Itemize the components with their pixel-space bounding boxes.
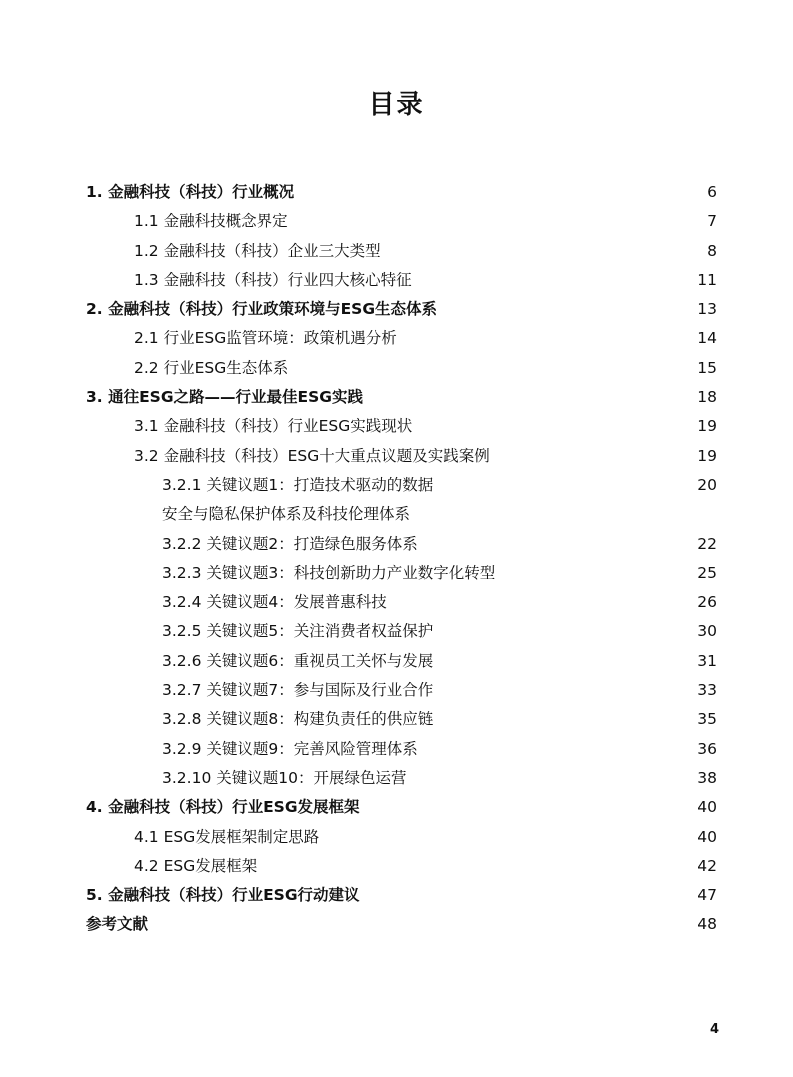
toc-entry-label: 3.2 金融科技（科技）ESG十大重点议题及实践案例 <box>134 446 490 465</box>
toc-entry-3-2-10[interactable] <box>0 764 793 793</box>
toc-entry-page: 38 <box>697 768 717 787</box>
toc-entry-label: 4. 金融科技（科技）行业ESG发展框架 <box>86 798 360 817</box>
toc-entry-page: 18 <box>697 388 717 407</box>
toc-entry-4-1[interactable] <box>0 823 793 852</box>
toc-entry-label: 3.2.6 关键议题6：重视员工关怀与发展 <box>162 651 434 670</box>
toc-entry-1[interactable] <box>0 178 793 207</box>
toc-entry-1-3[interactable] <box>0 266 793 295</box>
toc-entry-page: 14 <box>697 329 717 348</box>
toc-entry-label: 3.1 金融科技（科技）行业ESG实践现状 <box>134 417 413 436</box>
toc-entry-3-2-9[interactable] <box>0 735 793 764</box>
toc-entry-label: 参考文献 <box>86 915 149 934</box>
toc-entry-label: 3.2.7 关键议题7：参与国际及行业合作 <box>162 681 434 700</box>
toc-entry-label: 4.1 ESG发展框架制定思路 <box>134 827 320 846</box>
table-of-contents <box>0 178 793 940</box>
toc-entry-label: 1.2 金融科技（科技）企业三大类型 <box>134 241 381 260</box>
toc-entry-page: 25 <box>697 563 717 582</box>
toc-entry-2[interactable] <box>0 295 793 324</box>
toc-entry-page: 15 <box>697 358 717 377</box>
toc-entry-3-1[interactable] <box>0 412 793 441</box>
toc-entry-page: 7 <box>707 212 717 231</box>
toc-entry-2-2[interactable] <box>0 354 793 383</box>
toc-entry-3-2-8[interactable] <box>0 705 793 734</box>
toc-entry-label: 安全与隐私保护体系及科技伦理体系 <box>162 505 411 524</box>
toc-entry-label: 2. 金融科技（科技）行业政策环境与ESG生态体系 <box>86 300 438 319</box>
toc-entry-page: 11 <box>697 270 717 289</box>
toc-entry-label: 1.3 金融科技（科技）行业四大核心特征 <box>134 270 412 289</box>
toc-entry-1-1[interactable] <box>0 207 793 236</box>
toc-entry-label: 3.2.9 关键议题9：完善风险管理体系 <box>162 739 418 758</box>
toc-entry-label: 3. 通往ESG之路——行业最佳ESG实践 <box>86 388 364 407</box>
toc-entry-page: 33 <box>697 681 717 700</box>
toc-entry-page: 26 <box>697 593 717 612</box>
toc-entry-3[interactable] <box>0 383 793 412</box>
toc-entry-references[interactable] <box>0 910 793 939</box>
toc-entry-page: 6 <box>707 183 717 201</box>
toc-entry-page: 36 <box>697 739 717 758</box>
toc-entry-page: 13 <box>697 300 717 319</box>
toc-entry-label: 3.2.10 关键议题10：开展绿色运营 <box>162 768 407 787</box>
toc-entry-5[interactable] <box>0 881 793 910</box>
toc-entry-page: 40 <box>697 827 717 846</box>
toc-entry-3-2-5[interactable] <box>0 617 793 646</box>
toc-entry-3-2-2[interactable] <box>0 530 793 559</box>
toc-entry-page: 22 <box>697 534 717 553</box>
toc-entry-label: 3.2.1 关键议题1：打造技术驱动的数据 <box>162 475 434 494</box>
toc-entry-label: 2.1 行业ESG监管环境：政策机遇分析 <box>134 329 397 348</box>
toc-entry-label: 2.2 行业ESG生态体系 <box>134 358 289 377</box>
toc-entry-3-2[interactable] <box>0 442 793 471</box>
toc-entry-page: 47 <box>697 886 717 905</box>
toc-entry-page: 8 <box>707 241 717 260</box>
toc-entry-4-2[interactable] <box>0 852 793 881</box>
page-title: 目录 <box>368 90 425 120</box>
toc-entry-4[interactable] <box>0 793 793 822</box>
toc-entry-label: 1.1 金融科技概念界定 <box>134 212 288 231</box>
toc-entry-page: 19 <box>697 417 717 436</box>
toc-entry-3-2-3[interactable] <box>0 559 793 588</box>
toc-entry-3-2-1[interactable] <box>0 471 793 500</box>
toc-entry-page: 19 <box>697 446 717 465</box>
toc-entry-page: 48 <box>697 915 717 934</box>
toc-entry-label: 3.2.8 关键议题8：构建负责任的供应链 <box>162 710 434 729</box>
toc-entry-page: 30 <box>697 622 717 641</box>
toc-entry-label: 3.2.3 关键议题3：科技创新助力产业数字化转型 <box>162 563 496 582</box>
toc-entry-1-2[interactable] <box>0 237 793 266</box>
toc-entry-3-2-4[interactable] <box>0 588 793 617</box>
toc-entry-label: 1. 金融科技（科技）行业概况 <box>86 183 295 201</box>
toc-entry-2-1[interactable] <box>0 324 793 353</box>
page-number: 4 <box>709 1022 719 1037</box>
toc-entry-label: 5. 金融科技（科技）行业ESG行动建议 <box>86 886 360 905</box>
toc-entry-label: 4.2 ESG发展框架 <box>134 856 258 875</box>
toc-entry-page: 40 <box>697 798 717 817</box>
toc-entry-label: 3.2.5 关键议题5：关注消费者权益保护 <box>162 622 434 641</box>
toc-entry-page: 35 <box>697 710 717 729</box>
toc-entry-label: 3.2.2 关键议题2：打造绿色服务体系 <box>162 534 418 553</box>
toc-entry-page: 42 <box>697 856 717 875</box>
toc-entry-3-2-6[interactable] <box>0 647 793 676</box>
toc-entry-3-2-7[interactable] <box>0 676 793 705</box>
toc-entry-page: 20 <box>697 475 717 494</box>
toc-entry-label: 3.2.4 关键议题4：发展普惠科技 <box>162 593 387 612</box>
toc-entry-3-2-1-continued[interactable] <box>0 500 793 529</box>
toc-entry-page: 31 <box>697 651 717 670</box>
